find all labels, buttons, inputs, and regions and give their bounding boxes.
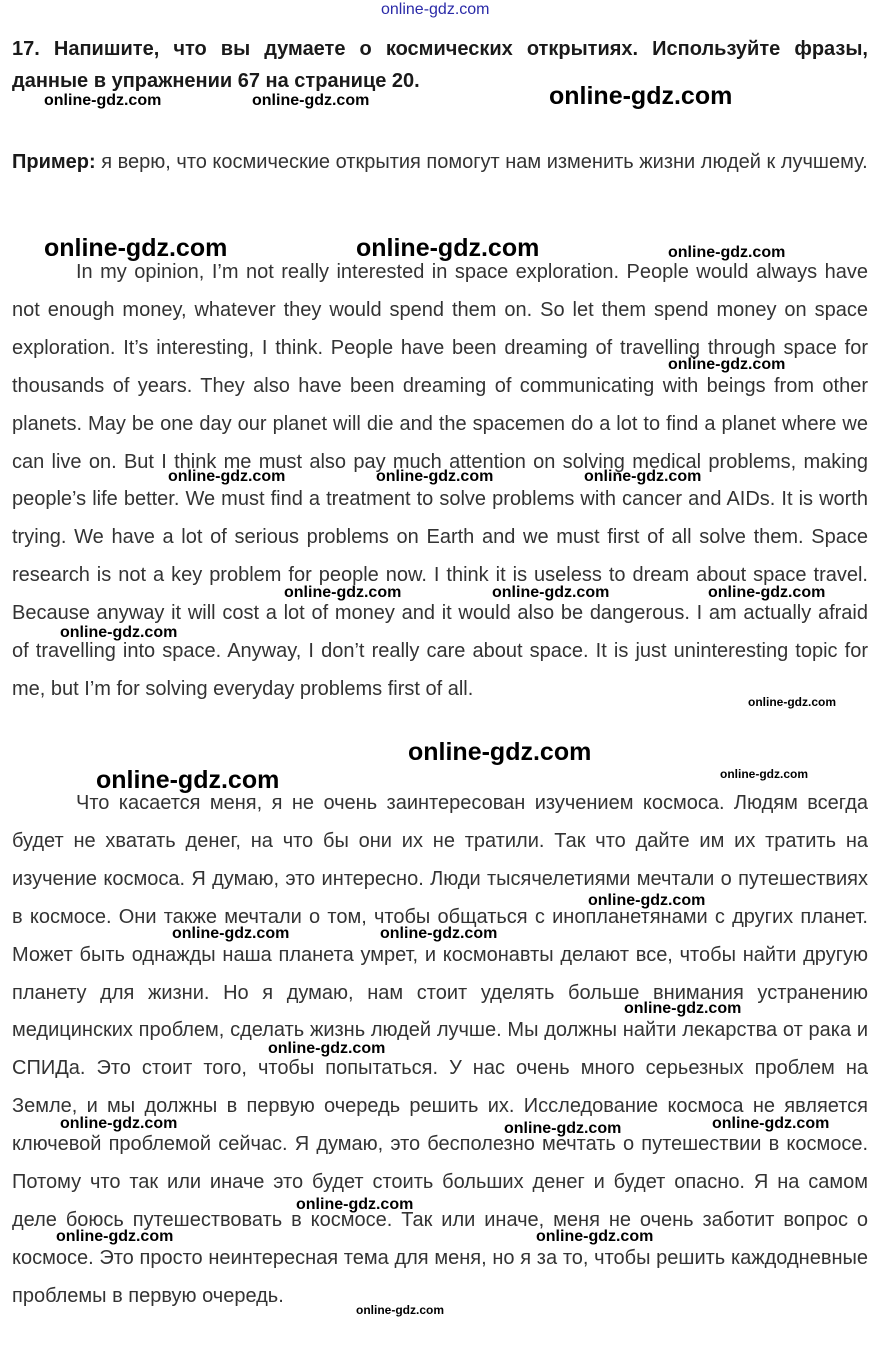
watermark: online-gdz.com: [748, 695, 836, 709]
watermark: online-gdz.com: [252, 92, 370, 109]
task-number: 17.: [12, 38, 40, 60]
watermark: online-gdz.com: [376, 468, 494, 485]
example-label: Пример:: [12, 151, 96, 173]
watermark: online-gdz.com: [549, 82, 733, 110]
watermark: online-gdz.com: [492, 584, 610, 601]
paragraph-russian: Что касается меня, я не очень заинтересован изучением космоса. Людям всегда будет не хватать денег, на что бы они их не тратили. Так что дайте им их тратить на изучение космоса. Я думаю, это интересно. Люди тысячелетиями мечтали о путешествиях в космосе. Они также мечтали о том, чтобы общаться с инопланетянами с других планет. Может быть однажды наша планета умрет, и космонавты делают все, чтобы найти другую планету для жизни. Но я думаю, нам стоит уделять больше внимания устранению медицинских проблем, сделать жизнь людей лучше. Мы должны найти лекарства от рака и СПИДа. Это стоит того, чтобы попытаться. У нас очень много серьезных проблем на Земле, и мы должны в первую очередь решить их. Исследование космоса не является ключевой проблемой сейчас. Я думаю, это бесполезно мечтать о путешествии в космосе. Потому что так или иначе это будет стоить больших денег и будет опасно. Я на самом деле боюсь путешествовать в космосе. Так или иначе, меня не очень заботит вопрос о космосе. Это просто неинтересная тема для меня, но я за то, чтобы решить каждодневные проблемы в первую очередь.: [12, 792, 868, 1307]
watermark: online-gdz.com: [536, 1228, 654, 1245]
paragraph-english: In my opinion, I’m not really interested in space exploration. People would always have not enough money, whatever they would spend them on. So let them spend money on space exploration. It’s interesting, I think. People have been dreaming of travelling through space for thousands of years. They also have been dreaming of communicating with beings from other planets. May be one day our planet will die and the spacemen do a lot to find a planet where we can live on. But I think me must also pay much attention on solving medical problems, making people’s life better. We must find a treatment to solve problems with cancer and AIDs. It is worth trying. We have a lot of serious problems on Earth and we must first of all solve them. Space research is not a key problem for people now. I think it is useless to dream about space travel. Because anyway it will cost a lot of money and it would also be dangerous. I am actually afraid of travelling into space. Anyway, I don’t really care about space. It is just uninteresting topic for me, but I’m for solving everyday problems first of all.: [12, 261, 868, 700]
watermark: online-gdz.com: [584, 468, 702, 485]
watermark: online-gdz.com: [712, 1115, 830, 1132]
example: [12, 143, 868, 181]
watermark: online-gdz.com: [44, 92, 162, 109]
watermark: online-gdz.com: [284, 584, 402, 601]
watermark: online-gdz.com: [668, 244, 786, 261]
watermark: online-gdz.com: [356, 1303, 444, 1317]
watermark: online-gdz.com: [168, 468, 286, 485]
watermark: online-gdz.com: [708, 584, 826, 601]
watermark-top: online-gdz.com: [381, 1, 490, 18]
watermark: online-gdz.com: [60, 1115, 178, 1132]
watermark: online-gdz.com: [504, 1120, 622, 1137]
watermark: online-gdz.com: [668, 356, 786, 373]
watermark: online-gdz.com: [624, 1000, 742, 1017]
watermark: online-gdz.com: [96, 766, 280, 794]
watermark: online-gdz.com: [408, 738, 592, 766]
watermark: online-gdz.com: [720, 767, 808, 781]
watermark: online-gdz.com: [44, 234, 228, 262]
watermark: online-gdz.com: [296, 1196, 414, 1213]
watermark: online-gdz.com: [56, 1228, 174, 1245]
watermark: online-gdz.com: [380, 925, 498, 942]
watermark: online-gdz.com: [172, 925, 290, 942]
watermark: online-gdz.com: [356, 234, 540, 262]
task-text: Напишите, что вы думаете о космических открытиях. Используйте фразы, данные в упражнении 67 на странице 20.: [12, 38, 868, 92]
example-text: я верю, что космические открытия помогут нам изменить жизни людей к лучшему.: [101, 151, 868, 173]
watermark: online-gdz.com: [60, 624, 178, 641]
task-heading: [12, 33, 868, 97]
watermark: online-gdz.com: [588, 892, 706, 909]
watermark: online-gdz.com: [268, 1040, 386, 1057]
